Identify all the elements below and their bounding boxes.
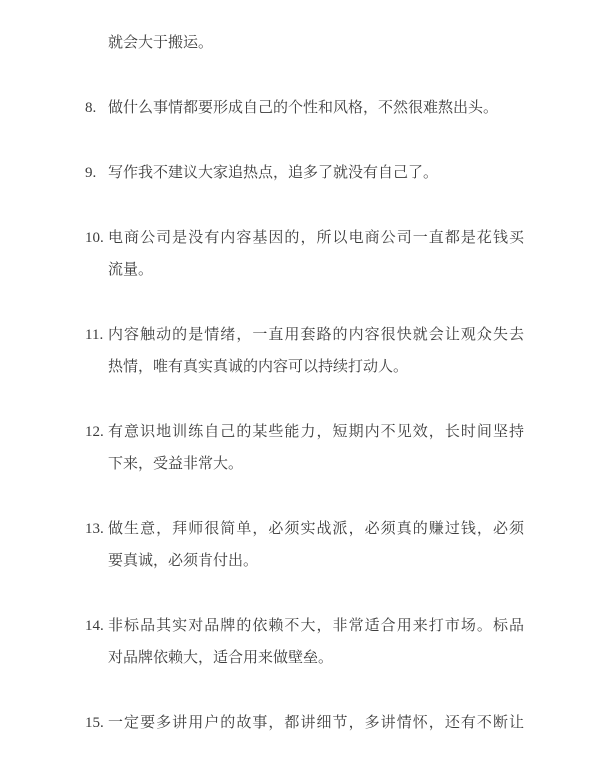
list-item xyxy=(85,319,588,383)
list-item-text xyxy=(108,222,524,286)
list-item-text xyxy=(108,513,524,577)
list-item-text xyxy=(108,92,524,124)
text-line: 内容触动的是情绪，一直用套路的内容很快就会让观众失去 xyxy=(108,327,524,343)
list-item xyxy=(85,610,588,674)
list-item-number: 9. xyxy=(85,165,97,181)
list-item-text xyxy=(108,416,524,480)
text-line: 非标品其实对品牌的依赖不大，非常适合用来打市场。标品 xyxy=(108,618,524,634)
text-line: 下来，受益非常大。 xyxy=(108,456,244,472)
list-item xyxy=(85,92,588,124)
list-item-text xyxy=(108,319,524,383)
list-item-number: 11. xyxy=(85,327,104,343)
list-item-number: 8. xyxy=(85,100,97,116)
text-line: 要真诚，必须肯付出。 xyxy=(108,553,259,569)
text-line: 对品牌依赖大，适合用来做壁垒。 xyxy=(108,650,334,666)
list-item xyxy=(85,707,588,739)
list-item-text xyxy=(108,707,524,739)
list-item-text xyxy=(108,27,524,59)
text-line: 一定要多讲用户的故事，都讲细节，多讲情怀，还有不断让 xyxy=(108,715,524,731)
list-item-text xyxy=(108,157,524,189)
list-item-number: 13. xyxy=(85,521,104,537)
text-line: 写作我不建议大家追热点，追多了就没有自己了。 xyxy=(108,165,439,181)
list-item xyxy=(85,416,588,480)
list-item-number: 14. xyxy=(85,618,104,634)
text-line: 热情，唯有真实真诚的内容可以持续打动人。 xyxy=(108,359,409,375)
text-line: 流量。 xyxy=(108,262,154,278)
list-item-number: 10. xyxy=(85,230,104,246)
text-line: 有意识地训练自己的某些能力，短期内不见效，长时间坚持 xyxy=(108,424,524,440)
text-line: 做生意，拜师很简单，必须实战派，必须真的赚过钱，必须 xyxy=(108,521,524,537)
text-line: 就会大于搬运。 xyxy=(108,35,214,51)
list-item-number: 12. xyxy=(85,424,104,440)
text-line: 做什么事情都要形成自己的个性和风格，不然很难熬出头。 xyxy=(108,100,499,116)
list-item-number: 15. xyxy=(85,715,104,731)
list-item-text xyxy=(108,610,524,674)
text-line: 电商公司是没有内容基因的，所以电商公司一直都是花钱买 xyxy=(108,230,524,246)
list-item xyxy=(85,222,588,286)
list-item xyxy=(85,157,588,189)
list-item xyxy=(85,27,588,59)
list-item xyxy=(85,513,588,577)
